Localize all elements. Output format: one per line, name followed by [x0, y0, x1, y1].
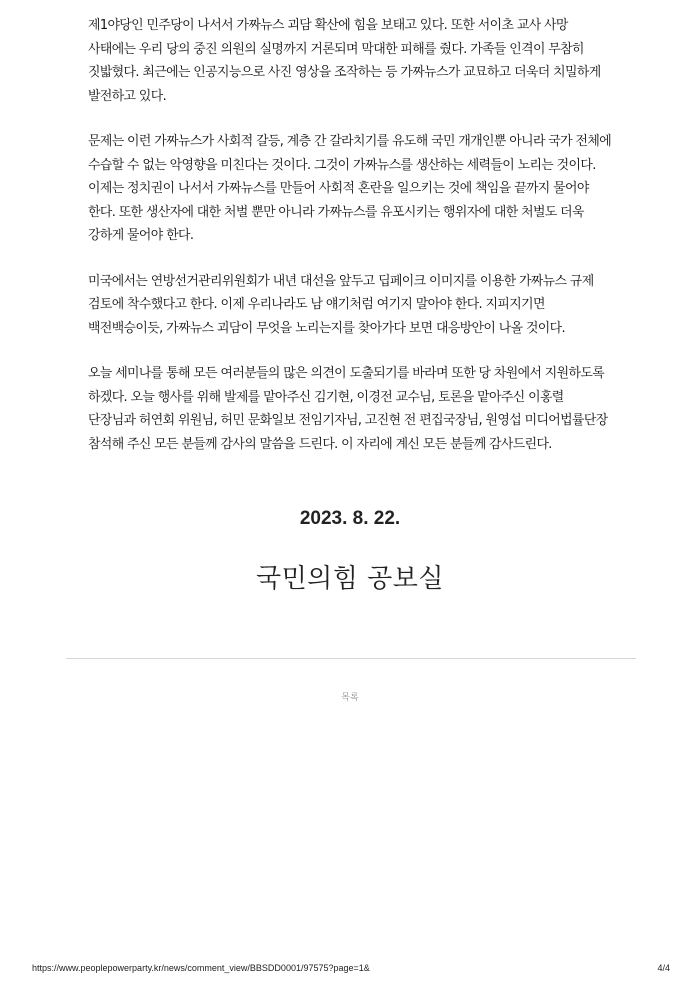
press-office: 국민의힘 공보실 [255, 564, 445, 594]
article-paragraph: 제1야당인 민주당이 나서서 가짜뉴스 괴담 확산에 힘을 보태고 있다. 또한 서이초 교사 사망 사태에는 우리 당의 중진 의원의 실명까지 거론되며 막대한 피해를 줬다. 가족들 인격이 무참히 짓밟혔다. 최근에는 인공지능으로 사진 영상을 조작하는 등 가짜뉴스가 교묘하고 더욱더 치밀하게 발전하고 있다. [88, 18, 601, 104]
article-paragraph: 문제는 이런 가짜뉴스가 사회적 갈등, 계층 간 갈라치기를 유도해 국민 개개인뿐 아니라 국가 전체에 수습할 수 없는 악영향을 미친다는 것이다. 그것이 가짜뉴스를 생산하는 세력들이 노리는 것이다. 이제는 정치권이 나서서 가짜뉴스를 만들어 사회적 혼란을 일으키는 것에 책임을 끝까지 물어야 한다. 또한 생산자에 대한 처벌 뿐만 아니라 가짜뉴스를 유포시키는 행위자에 대한 처벌도 더욱 강하게 물어야 한다. [88, 134, 612, 243]
article-body [88, 14, 612, 478]
press-date: 2023. 8. 22. [299, 508, 401, 529]
divider [66, 658, 636, 659]
print-footer-page-number: 4/4 [657, 963, 670, 973]
print-footer-url: https://www.peoplepowerparty.kr/news/comment_view/BBSDD0001/97575?page=1& [32, 963, 370, 973]
list-button[interactable]: 목록 [341, 693, 359, 703]
article-paragraph: 오늘 세미나를 통해 모든 여러분들의 많은 의견이 도출되기를 바라며 또한 당 차원에서 지원하도록 하겠다. 오늘 행사를 위해 발제를 맡아주신 김기현, 이경전 교수님, 토론을 맡아주신 이홍렬 단장님과 허연회 위원님, 허민 문화일보 전임기자님, 고진현 전 편집국장님, 원영섭 미디어법률단장 참석해 주신 모든 분들께 감사의 말씀을 드린다. 이 자리에 계신 모든 분들께 감사드린다. [88, 366, 608, 452]
article-paragraph: 미국에서는 연방선거관리위원회가 내년 대선을 앞두고 딥페이크 이미지를 이용한 가짜뉴스 규제 검토에 착수했다고 한다. 이제 우리나라도 남 얘기처럼 여기지 말아야 한다. 지피지기면 백전백승이듯, 가짜뉴스 괴담이 무엇을 노리는지를 찾아가다 보면 대응방안이 나올 것이다. [88, 273, 594, 336]
